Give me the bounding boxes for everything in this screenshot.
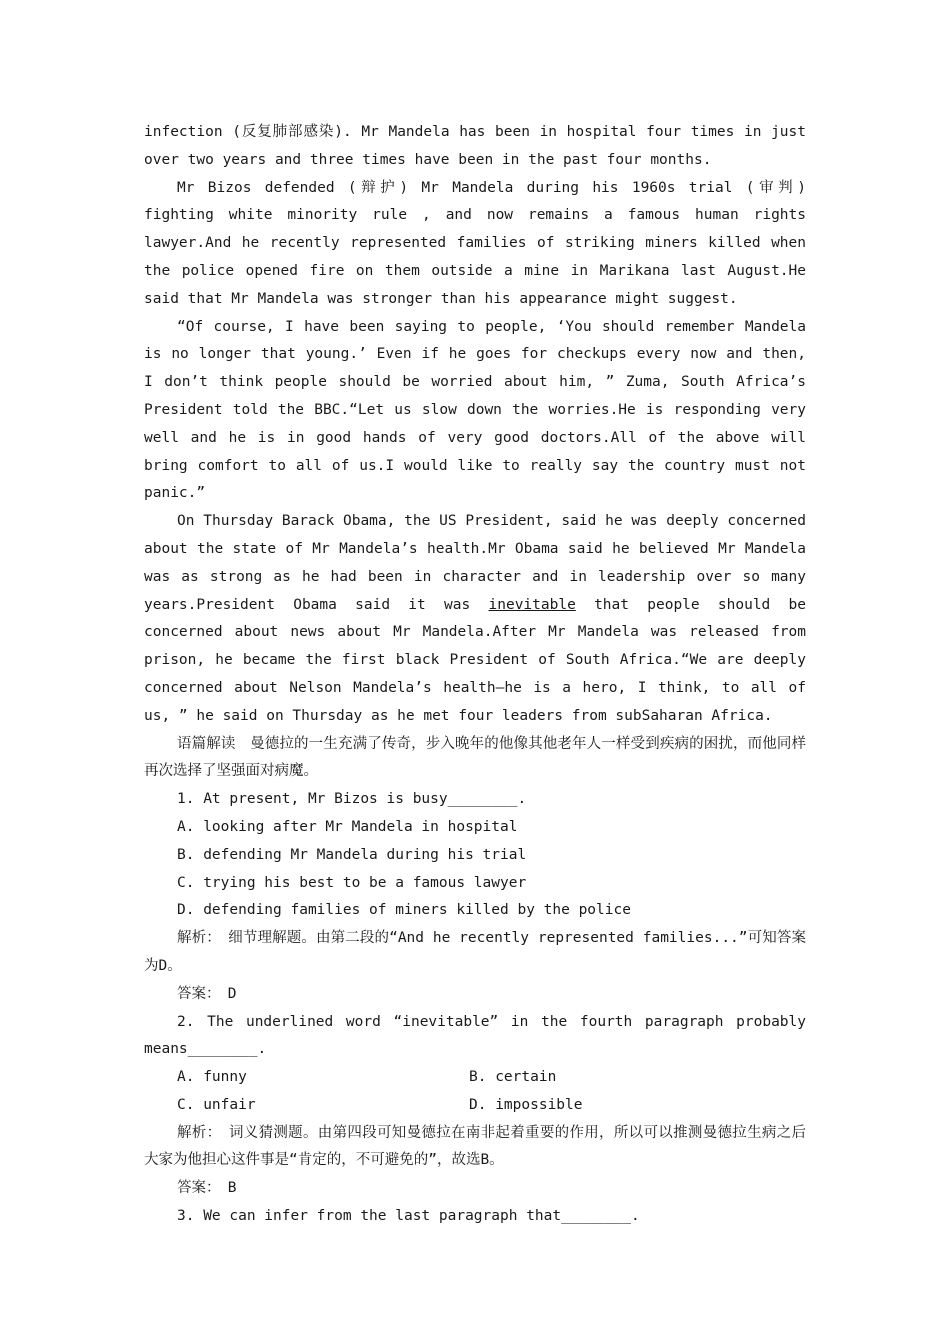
passage-paragraph-zuma: “Of course, I have been saying to people, ‘You should remember Mandela is no longer that young.’ Even if he goes for checkups every now and then, I don’t think people should be worried about him, ” Zuma, South Africa’s President told the BBC.“Let us slow down the worries.He is responding very well and he is in good hands of very good doctors.All of the above will bring comfort to all of us.I would like to really say the country must not panic.” [144,318,806,502]
passage-text: On Thursday Barack Obama, the US President, said he was deeply concerned about the state of Mr Mandela’s health.Mr Obama said he believed Mr Mandela was as strong as he had been in character and in leadership over so many years.President Obama said it was [144,513,806,613]
question-3-stem: 3. We can infer from the last paragraph that________. [177,1208,640,1225]
question-1-analysis: 解析： 细节理解题。由第二段的“And he recently represented families...”可知答案为D。 [144,930,806,974]
question-1-answer: 答案： D [177,985,237,1002]
question-2-analysis: 解析： 词义猜测题。由第四段可知曼德拉在南非起着重要的作用，所以可以推测曼德拉生病之后大家为他担心这件事是“肯定的，不可避免的”，故选B。 [144,1124,806,1169]
question-2-stem: 2. The underlined word “inevitable” in the fourth paragraph probably means________. [144,1013,806,1058]
question-2-option-a: A. funny [177,1069,247,1086]
underlined-word: inevitable [488,596,576,613]
passage-paragraph-bizos: Mr Bizos defended (辩护) Mr Mandela during his 1960s trial (审判) fighting white minority rule , and now remains a famous human rights lawyer.And he recently represented families of striking miners killed when the police opened fire on them outside a mine in Marikana last August.He said that Mr Mandela was stronger than his appearance might suggest. [144,179,806,307]
question-2-options-row-1 [144,1064,806,1092]
question-2-answer: 答案： B [177,1180,237,1197]
passage-paragraph-continued: infection (反复肺部感染). Mr Mandela has been in hospital four times in just over two years and three times have been in the past four months. [144,124,806,168]
question-1-option-c: C. trying his best to be a famous lawyer [177,874,527,891]
question-2-options-row-2 [144,1092,806,1120]
passage-paragraph-obama [144,508,806,730]
question-2-option-b: B. certain [469,1069,557,1086]
question-2-option-c: C. unfair [177,1096,256,1113]
question-1-option-d: D. defending families of miners killed by the police [177,902,631,919]
question-1-option-a: A. looking after Mr Mandela in hospital [177,818,518,835]
question-1-stem: 1. At present, Mr Bizos is busy________. [177,791,527,808]
passage-text: that people should be concerned about news about Mr Mandela.After Mr Mandela was released from prison, he became the first black President of South Africa.“We are deeply concerned about Nelson Mandela’s health—he is a hero, I think, to all of us, ” he said on Thursday as he met four leaders from subSaharan Africa. [144,596,807,724]
document-page [144,119,806,1231]
question-1-option-b: B. defending Mr Mandela during his trial [177,846,527,863]
passage-summary: 语篇解读 曼德拉的一生充满了传奇，步入晚年的他像其他老年人一样受到疾病的困扰，而他同样再次选择了坚强面对病魔。 [144,735,806,780]
question-2-option-d: D. impossible [469,1096,583,1113]
